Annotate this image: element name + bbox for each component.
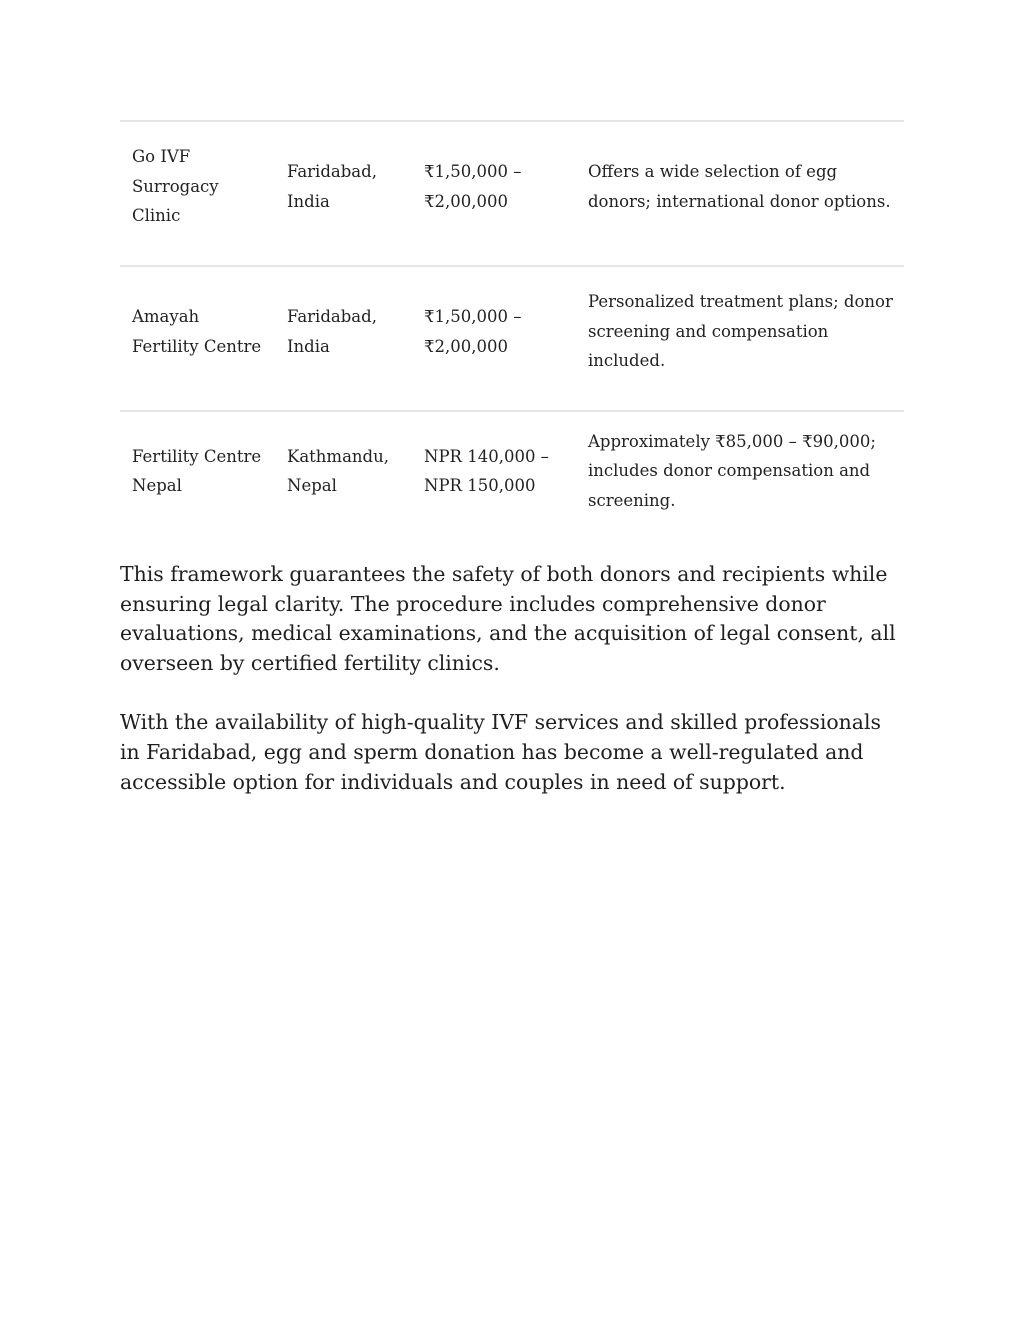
clinic-cost-cell: ₹1,50,000 – ₹2,00,000: [424, 307, 522, 356]
clinic-notes-cell: Personalized treatment plans; donor screening and compensation included.: [588, 292, 893, 371]
clinic-comparison-table: [120, 120, 904, 536]
clinic-location-cell: Kathmandu, Nepal: [287, 446, 389, 495]
table-row: [120, 411, 904, 536]
clinic-notes-cell: Approximately ₹85,000 – ₹90,000; includes donor compensation and screening.: [588, 431, 876, 510]
clinic-name-cell: Fertility Centre Nepal: [132, 446, 262, 495]
clinic-location-cell: Faridabad, India: [287, 162, 377, 211]
document-page: [120, 120, 904, 827]
clinic-name-cell: Amayah Fertility Centre: [132, 307, 262, 356]
paragraph-safety-framework: This framework guarantees the safety of both donors and recipients while ensuring legal clarity. The procedure includes comprehensive donor evaluations, medical examinations, and the acquisition of legal consent, all overseen by certified fertility clinics.: [120, 562, 896, 675]
table-row: [120, 266, 904, 411]
clinic-location-cell: Faridabad, India: [287, 307, 377, 356]
clinic-notes-cell: Offers a wide selection of egg donors; international donor options.: [588, 162, 891, 211]
paragraph-ivf-availability: With the availability of high-quality IVF services and skilled professionals in Faridabad, egg and sperm donation has become a well-regulated and accessible option for individuals and couples in need of support.: [120, 710, 881, 794]
clinic-name-cell: Go IVF Surrogacy Clinic: [132, 147, 219, 226]
clinic-cost-cell: NPR 140,000 – NPR 150,000: [424, 446, 549, 495]
clinic-cost-cell: ₹1,50,000 – ₹2,00,000: [424, 162, 522, 211]
table-row: [120, 121, 904, 266]
body-text: [120, 560, 904, 797]
